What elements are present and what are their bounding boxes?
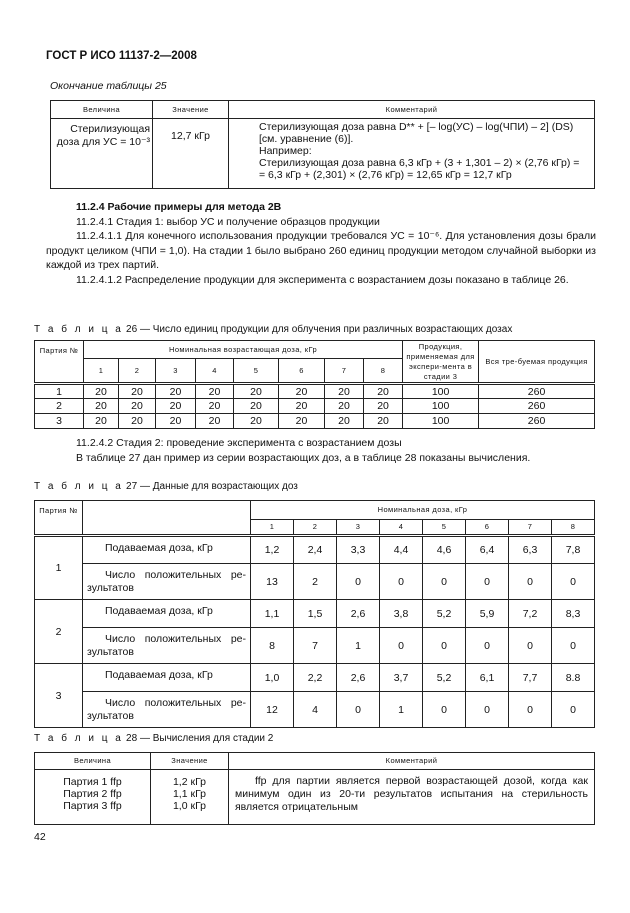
dose-cell: 7,7 (509, 664, 552, 692)
positive-count-cell: 0 (552, 628, 595, 664)
batch-cell: 1 (35, 384, 84, 399)
comment-cell: ffp для партии является первой возрастающей дозой, когда как минимум один из 20-ти результатов испытания на стерильность является отрицательным (229, 770, 595, 825)
total-cell: 260 (479, 414, 595, 429)
batch-cell: 1 (35, 536, 83, 600)
positive-count-cell: 12 (251, 692, 294, 728)
row-label: Число положительных ре-зультатов (83, 628, 251, 664)
document-header: ГОСТ Р ИСО 11137-2—2008 (46, 50, 197, 62)
count-cell: 20 (119, 384, 156, 399)
caption-text: 27 — Данные для возрастающих доз (123, 481, 298, 492)
dose-header: 7 (509, 520, 552, 536)
positive-count-cell: 13 (251, 564, 294, 600)
quantity-cell (35, 770, 151, 825)
count-cell: 20 (84, 414, 119, 429)
col-header-nominal: Номинальная доза, кГр (251, 501, 595, 520)
row-label: Число положительных ре-зультатов (83, 564, 251, 600)
count-cell: 20 (156, 384, 196, 399)
dose-header: 8 (364, 359, 403, 384)
dose-cell: 2,4 (294, 536, 337, 564)
col-header-nominal: Номинальная возрастающая доза, кГр (84, 341, 403, 359)
count-cell: 20 (234, 414, 279, 429)
table-28 (34, 752, 595, 825)
table-25 (50, 100, 595, 189)
dose-header: 5 (234, 359, 279, 384)
count-cell: 20 (234, 399, 279, 414)
dose-cell: 4,4 (380, 536, 423, 564)
positive-count-cell: 1 (380, 692, 423, 728)
dose-header: 7 (325, 359, 364, 384)
caption-text: 26 — Число единиц продукции для облучения при различных возрастающих дозах (123, 324, 513, 335)
table-25-caption: Окончание таблицы 25 (50, 80, 167, 92)
section-11-2-4-2 (46, 436, 596, 465)
dose-header: 8 (552, 520, 595, 536)
dose-cell: 1,5 (294, 600, 337, 628)
col-header: Комментарий (229, 101, 595, 119)
caption-text: 28 — Вычисления для стадии 2 (123, 733, 274, 744)
paragraph: 11.2.4.2 Стадия 2: проведение эксперимента с возрастанием дозы (76, 437, 402, 449)
count-cell: 20 (279, 399, 325, 414)
value-line: 1,2 кГр (172, 776, 207, 788)
count-cell: 20 (325, 399, 364, 414)
positive-count-cell: 0 (466, 564, 509, 600)
positive-count-cell: 0 (509, 628, 552, 664)
table-row (35, 692, 595, 728)
dose-cell: 3,7 (380, 664, 423, 692)
table-row (35, 600, 595, 628)
page-number: 42 (34, 831, 46, 843)
count-cell: 20 (325, 384, 364, 399)
dose-header: 2 (294, 520, 337, 536)
dose-header: 1 (84, 359, 119, 384)
positive-count-cell: 0 (423, 692, 466, 728)
quantity-line: Партия 1 ffp (63, 776, 122, 788)
dose-header: 3 (156, 359, 196, 384)
table-26-caption (34, 324, 512, 335)
dose-cell: 8,3 (552, 600, 595, 628)
col-header-batch: Партия № (35, 341, 84, 384)
value-line: 1,0 кГр (172, 800, 207, 812)
positive-count-cell: 2 (294, 564, 337, 600)
table-row (35, 536, 595, 564)
positive-count-cell: 0 (380, 628, 423, 664)
paragraph: 11.2.4.1.2 Распределение продукции для эксперимента с возрастанием дозы показано в таблице 26. (76, 273, 569, 286)
positive-count-cell: 0 (552, 564, 595, 600)
dose-cell: 5,2 (423, 664, 466, 692)
used-cell: 100 (403, 399, 479, 414)
dose-cell: 6,3 (509, 536, 552, 564)
paragraph: В таблице 27 дан пример из серии возрастающих доз, а в таблице 28 показаны вычисления. (76, 451, 531, 464)
col-header-total: Вся тре-буемая продукция (479, 341, 595, 384)
dose-header: 4 (196, 359, 234, 384)
dose-cell: 8.8 (552, 664, 595, 692)
table-row (35, 564, 595, 600)
dose-cell: 6,4 (466, 536, 509, 564)
count-cell: 20 (156, 399, 196, 414)
batch-cell: 2 (35, 600, 83, 664)
positive-count-cell: 1 (337, 628, 380, 664)
count-cell: 20 (279, 384, 325, 399)
dose-cell: 2,6 (337, 664, 380, 692)
table-27-caption (34, 481, 298, 492)
caption-label: Т а б л и ц а (34, 733, 124, 744)
paragraph: 11.2.4.1 Стадия 1: выбор УС и получение образцов продукции (76, 215, 380, 228)
comment-cell (229, 119, 595, 189)
count-cell: 20 (84, 399, 119, 414)
table-row (35, 414, 595, 429)
count-cell: 20 (196, 384, 234, 399)
row-label: Число положительных ре-зультатов (83, 692, 251, 728)
count-cell: 20 (364, 414, 403, 429)
batch-cell: 3 (35, 414, 84, 429)
value-cell: 12,7 кГр (153, 119, 229, 189)
batch-cell: 2 (35, 399, 84, 414)
table-28-caption (34, 733, 273, 744)
count-cell: 20 (156, 414, 196, 429)
positive-count-cell: 0 (552, 692, 595, 728)
positive-count-cell: 0 (466, 628, 509, 664)
positive-count-cell: 0 (380, 564, 423, 600)
table-26 (34, 340, 595, 429)
dose-cell: 1,1 (251, 600, 294, 628)
positive-count-cell: 0 (509, 564, 552, 600)
col-header-batch: Партия № (35, 501, 83, 536)
dose-cell: 1,2 (251, 536, 294, 564)
quantity-line: Партия 2 ffp (63, 788, 122, 800)
dose-header: 6 (466, 520, 509, 536)
dose-header: 2 (119, 359, 156, 384)
dose-cell: 6,1 (466, 664, 509, 692)
dose-header: 4 (380, 520, 423, 536)
dose-cell: 3,3 (337, 536, 380, 564)
count-cell: 20 (119, 414, 156, 429)
caption-label: Т а б л и ц а (34, 481, 124, 492)
total-cell: 260 (479, 384, 595, 399)
blank-header (83, 501, 251, 536)
used-cell: 100 (403, 384, 479, 399)
dose-header: 5 (423, 520, 466, 536)
section-heading: 11.2.4 Рабочие примеры для метода 2В (76, 201, 282, 213)
col-header: Величина (51, 101, 153, 119)
table-27 (34, 500, 595, 728)
positive-count-cell: 7 (294, 628, 337, 664)
positive-count-cell: 8 (251, 628, 294, 664)
count-cell: 20 (325, 414, 364, 429)
col-header: Значение (151, 753, 229, 770)
count-cell: 20 (196, 399, 234, 414)
row-label: Подаваемая доза, кГр (83, 536, 251, 564)
section-11-2-4 (46, 200, 596, 287)
dose-header: 6 (279, 359, 325, 384)
dose-cell: 7,8 (552, 536, 595, 564)
dose-cell: 3,8 (380, 600, 423, 628)
col-header-used: Продукция, применяемая для экспери-мента в стадии 3 (403, 341, 479, 384)
positive-count-cell: 0 (423, 628, 466, 664)
table-row (35, 399, 595, 414)
comment-line: [см. уравнение (6)]. (259, 133, 354, 145)
comment-line: Стерилизующая доза равна D** + [– log(УС) – log(ЧПИ) – 2] (DS) (259, 121, 574, 133)
positive-count-cell: 0 (423, 564, 466, 600)
value-cell (151, 770, 229, 825)
dose-cell: 7,2 (509, 600, 552, 628)
quantity-line: Партия 3 ffp (63, 800, 122, 812)
count-cell: 20 (364, 399, 403, 414)
count-cell: 20 (279, 414, 325, 429)
table-row (35, 664, 595, 692)
row-label: Подаваемая доза, кГр (83, 664, 251, 692)
dose-cell: 2,2 (294, 664, 337, 692)
col-header: Величина (35, 753, 151, 770)
dose-header: 1 (251, 520, 294, 536)
dose-cell: 5,2 (423, 600, 466, 628)
batch-cell: 3 (35, 664, 83, 728)
dose-cell: 2,6 (337, 600, 380, 628)
positive-count-cell: 0 (509, 692, 552, 728)
positive-count-cell: 0 (337, 692, 380, 728)
paragraph: 11.2.4.1.1 Для конечного использования продукции требовался УС = 10⁻⁶. Для установления дозы брали продукт целиком (ЧПИ = 1,0). На стадии 1 было выбрано 260 единиц продукции методом случайной выборки из каждой из трех партий. (46, 230, 596, 271)
count-cell: 20 (364, 384, 403, 399)
used-cell: 100 (403, 414, 479, 429)
value-line: 1,1 кГр (172, 788, 207, 800)
count-cell: 20 (119, 399, 156, 414)
count-cell: 20 (234, 384, 279, 399)
comment-line: Стерилизующая доза равна 6,3 кГр + (3 + 1,301 – 2) × (2,76 кГр) = (259, 157, 580, 169)
table-row (35, 384, 595, 399)
dose-cell: 5,9 (466, 600, 509, 628)
row-label: Подаваемая доза, кГр (83, 600, 251, 628)
positive-count-cell: 0 (466, 692, 509, 728)
quantity-cell: Стерилизующая доза для УС = 10⁻³ (51, 119, 153, 189)
positive-count-cell: 4 (294, 692, 337, 728)
comment-line: Например: (259, 145, 312, 157)
comment-line: = 6,3 кГр + (2,301) × (2,76 кГр) = 12,65 кГр = 12,7 кГр (259, 169, 512, 181)
caption-label: Т а б л и ц а (34, 324, 124, 335)
dose-cell: 4,6 (423, 536, 466, 564)
dose-header: 3 (337, 520, 380, 536)
col-header: Значение (153, 101, 229, 119)
positive-count-cell: 0 (337, 564, 380, 600)
table-row (35, 628, 595, 664)
dose-cell: 1,0 (251, 664, 294, 692)
col-header: Комментарий (229, 753, 595, 770)
total-cell: 260 (479, 399, 595, 414)
count-cell: 20 (84, 384, 119, 399)
count-cell: 20 (196, 414, 234, 429)
